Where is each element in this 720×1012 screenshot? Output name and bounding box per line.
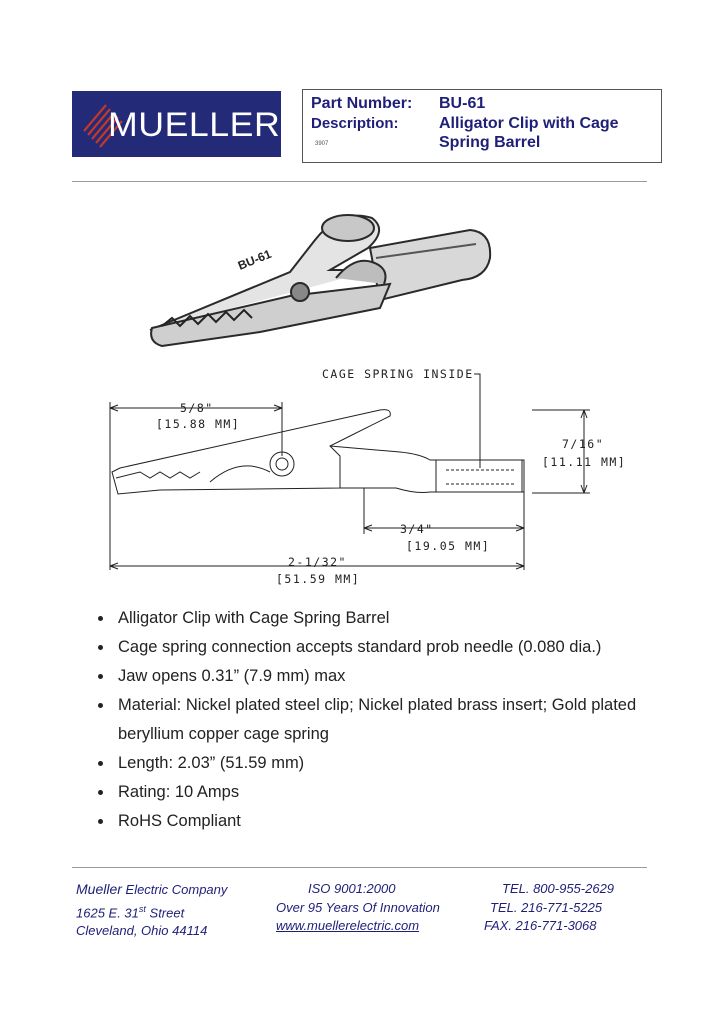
product-photo [140, 200, 500, 360]
feature-item: Length: 2.03” (51.59 mm) [90, 749, 678, 778]
height-dim-mm: [11.11 MM] [542, 455, 627, 469]
feature-item: Alligator Clip with Cage Spring Barrel [90, 604, 678, 633]
feature-item: Rating: 10 Amps [90, 778, 678, 807]
mueller-logo [72, 91, 281, 157]
doc-code: 3907 [315, 141, 329, 147]
street-address: 1625 E. 31st Street [76, 903, 185, 920]
jaw-dim-mm: [15.88 MM] [156, 417, 241, 431]
feature-item: Cage spring connection accepts standard prob needle (0.080 dia.) [90, 633, 678, 662]
bullet-icon [98, 616, 103, 621]
overall-dim-mm: [51.59 MM] [276, 572, 361, 586]
footer-middle-block [276, 880, 476, 936]
tel-tollfree: TEL. 800-955-2629 [502, 881, 615, 896]
bullet-icon [98, 645, 103, 650]
bullet-icon [98, 819, 103, 824]
city-address: Cleveland, Ohio 44114 [76, 923, 208, 939]
part-number-label: Part Number: [311, 95, 413, 112]
website-link[interactable]: www.muellerelectric.com [276, 918, 420, 933]
barrel-dim-inches: 3/4" [400, 522, 434, 536]
years-innovation: Over 95 Years Of Innovation [276, 899, 440, 915]
bullet-icon [98, 674, 103, 679]
footer-contact-block [484, 880, 654, 936]
footer-company-block [76, 880, 276, 941]
iso-cert: ISO 9001:2000 [308, 881, 396, 896]
logo-wordmark: MUELLER [108, 106, 281, 144]
part-number-value: BU-61 [439, 95, 486, 112]
fax-number: FAX. 216-771-3068 [484, 918, 597, 933]
bullet-icon [98, 790, 103, 795]
bullet-icon [98, 703, 103, 708]
clip-stamp-graphic: BU-61 [235, 246, 274, 273]
overall-dim-inches: 2-1/32" [288, 555, 347, 569]
top-divider [72, 181, 647, 182]
bottom-divider [72, 867, 647, 868]
jaw-dim-inches: 5/8" [180, 401, 214, 415]
part-info-box [302, 89, 662, 163]
bullet-icon [98, 761, 103, 766]
feature-item: Jaw opens 0.31” (7.9 mm) max [90, 662, 678, 691]
tel-local: TEL. 216-771-5225 [490, 899, 603, 915]
feature-list [90, 604, 678, 836]
description-value: Alligator Clip with Cage Spring Barrel [439, 115, 619, 151]
feature-item: Material: Nickel plated steel clip; Nickel plated brass insert; Gold plated beryllium copper cage spring [90, 691, 678, 749]
barrel-dim-mm: [19.05 MM] [406, 539, 491, 553]
cage-spring-label: CAGE SPRING INSIDE [322, 367, 474, 381]
feature-item: RoHS Compliant [90, 807, 678, 836]
description-label: Description: [311, 115, 399, 132]
dimension-drawing [100, 360, 640, 592]
company-name: Mueller Electric Company [76, 881, 228, 897]
height-dim-inches: 7/16" [562, 437, 605, 451]
